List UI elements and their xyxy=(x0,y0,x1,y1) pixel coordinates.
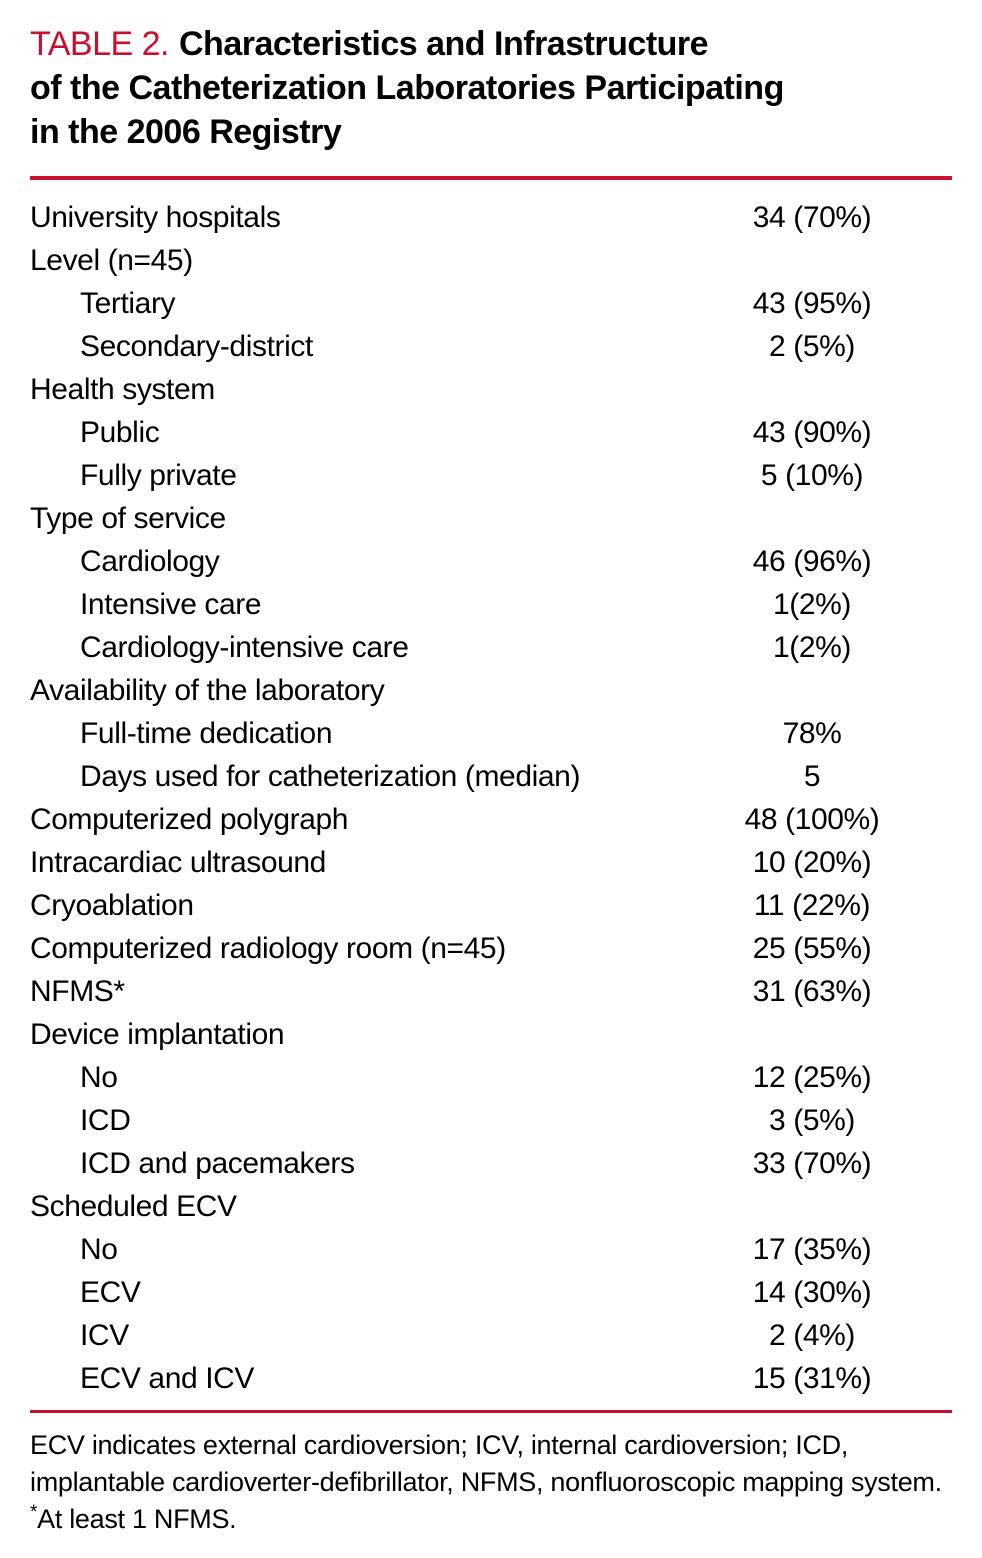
row-label: Days used for catheterization (median) xyxy=(80,760,581,793)
table-row xyxy=(30,196,952,239)
footnote-abbreviations: ECV indicates external cardioversion; ICV, internal cardioversion; ICD, implantable cardioverter-defibrillator, NFMS, nonfluoroscopic mapping system. xyxy=(30,1430,942,1497)
row-value: 17 (35%) xyxy=(752,1233,872,1266)
row-value: 34 (70%) xyxy=(752,201,872,234)
table-number-label: TABLE 2. xyxy=(30,25,169,63)
asterisk-marker: * xyxy=(30,1502,38,1523)
row-label: Intracardiac ultrasound xyxy=(30,846,326,879)
table-row xyxy=(30,411,952,454)
table-row xyxy=(30,1185,952,1228)
table-title-line3: in the 2006 Registry xyxy=(30,113,342,151)
row-value: 2 (4%) xyxy=(769,1319,855,1352)
table-row xyxy=(30,798,952,841)
row-value: 5 xyxy=(803,760,821,793)
table-row xyxy=(30,540,952,583)
table-row xyxy=(30,755,952,798)
table-row xyxy=(30,1142,952,1185)
table-row xyxy=(30,970,952,1013)
row-value: 33 (70%) xyxy=(752,1147,872,1180)
row-label: ICV xyxy=(80,1319,129,1352)
row-value: 5 (10%) xyxy=(760,459,864,492)
table-body xyxy=(30,186,952,1400)
row-label: University hospitals xyxy=(30,201,281,234)
table-title-line1: Characteristics and Infrastructure xyxy=(179,25,709,63)
table-row xyxy=(30,1228,952,1271)
table-row xyxy=(30,282,952,325)
table-row xyxy=(30,325,952,368)
row-value: 12 (25%) xyxy=(752,1061,872,1094)
table-title-line2: of the Catheterization Laboratories Participating xyxy=(30,69,784,107)
table-row xyxy=(30,497,952,540)
row-value: 11 (22%) xyxy=(753,889,871,922)
row-label: Type of service xyxy=(30,502,226,535)
row-label: NFMS* xyxy=(30,975,125,1008)
row-label: ECV xyxy=(80,1276,141,1309)
row-value: 31 (63%) xyxy=(752,975,872,1008)
row-value: 43 (90%) xyxy=(752,416,872,449)
table-row xyxy=(30,626,952,669)
row-label: ICD and pacemakers xyxy=(80,1147,355,1180)
bottom-rule xyxy=(30,1410,952,1413)
table-row xyxy=(30,669,952,712)
table-row xyxy=(30,1314,952,1357)
row-value: 25 (55%) xyxy=(752,932,872,965)
row-label: ECV and ICV xyxy=(80,1362,255,1395)
row-label: Cardiology xyxy=(80,545,220,578)
table-title xyxy=(30,22,952,154)
row-value: 10 (20%) xyxy=(752,846,872,879)
table-row xyxy=(30,1271,952,1314)
top-rule xyxy=(30,176,952,180)
table-row xyxy=(30,1056,952,1099)
row-label: Device implantation xyxy=(30,1018,285,1051)
row-label: Computerized polygraph xyxy=(30,803,349,836)
row-value: 48 (100%) xyxy=(744,803,880,836)
row-label: Cardiology-intensive care xyxy=(80,631,409,664)
table-row xyxy=(30,1013,952,1056)
table-row xyxy=(30,712,952,755)
row-label: Intensive care xyxy=(80,588,262,621)
row-value: 1(2%) xyxy=(772,631,852,664)
row-value: 43 (95%) xyxy=(752,287,872,320)
footnote-asterisk xyxy=(30,1501,952,1538)
table-row xyxy=(30,884,952,927)
row-label: Health system xyxy=(30,373,215,406)
row-value: 14 (30%) xyxy=(752,1276,872,1309)
table-row xyxy=(30,239,952,282)
table-row xyxy=(30,841,952,884)
row-value: 1(2%) xyxy=(772,588,852,621)
row-label: Secondary-district xyxy=(80,330,313,363)
table-row xyxy=(30,583,952,626)
row-label: No xyxy=(80,1233,118,1266)
row-value: 46 (96%) xyxy=(752,545,872,578)
table-row xyxy=(30,1357,952,1400)
row-label: Full-time dedication xyxy=(80,717,333,750)
table-footnotes xyxy=(30,1427,952,1538)
row-label: Fully private xyxy=(80,459,237,492)
row-label: Tertiary xyxy=(80,287,176,320)
table-row xyxy=(30,454,952,497)
row-value: 15 (31%) xyxy=(752,1362,872,1395)
row-label: Scheduled ECV xyxy=(30,1190,237,1223)
table-row xyxy=(30,927,952,970)
row-label: No xyxy=(80,1061,118,1094)
row-label: Computerized radiology room (n=45) xyxy=(30,932,506,965)
row-label: ICD xyxy=(80,1104,131,1137)
row-label: Availability of the laboratory xyxy=(30,674,385,707)
footnote-asterisk-text: At least 1 NFMS. xyxy=(37,1504,237,1534)
row-label: Cryoablation xyxy=(30,889,194,922)
row-value: 78% xyxy=(782,717,842,750)
row-label: Public xyxy=(80,416,160,449)
table-row xyxy=(30,368,952,411)
row-label: Level (n=45) xyxy=(30,244,193,277)
row-value: 2 (5%) xyxy=(769,330,855,363)
table-row xyxy=(30,1099,952,1142)
row-value: 3 (5%) xyxy=(769,1104,855,1137)
